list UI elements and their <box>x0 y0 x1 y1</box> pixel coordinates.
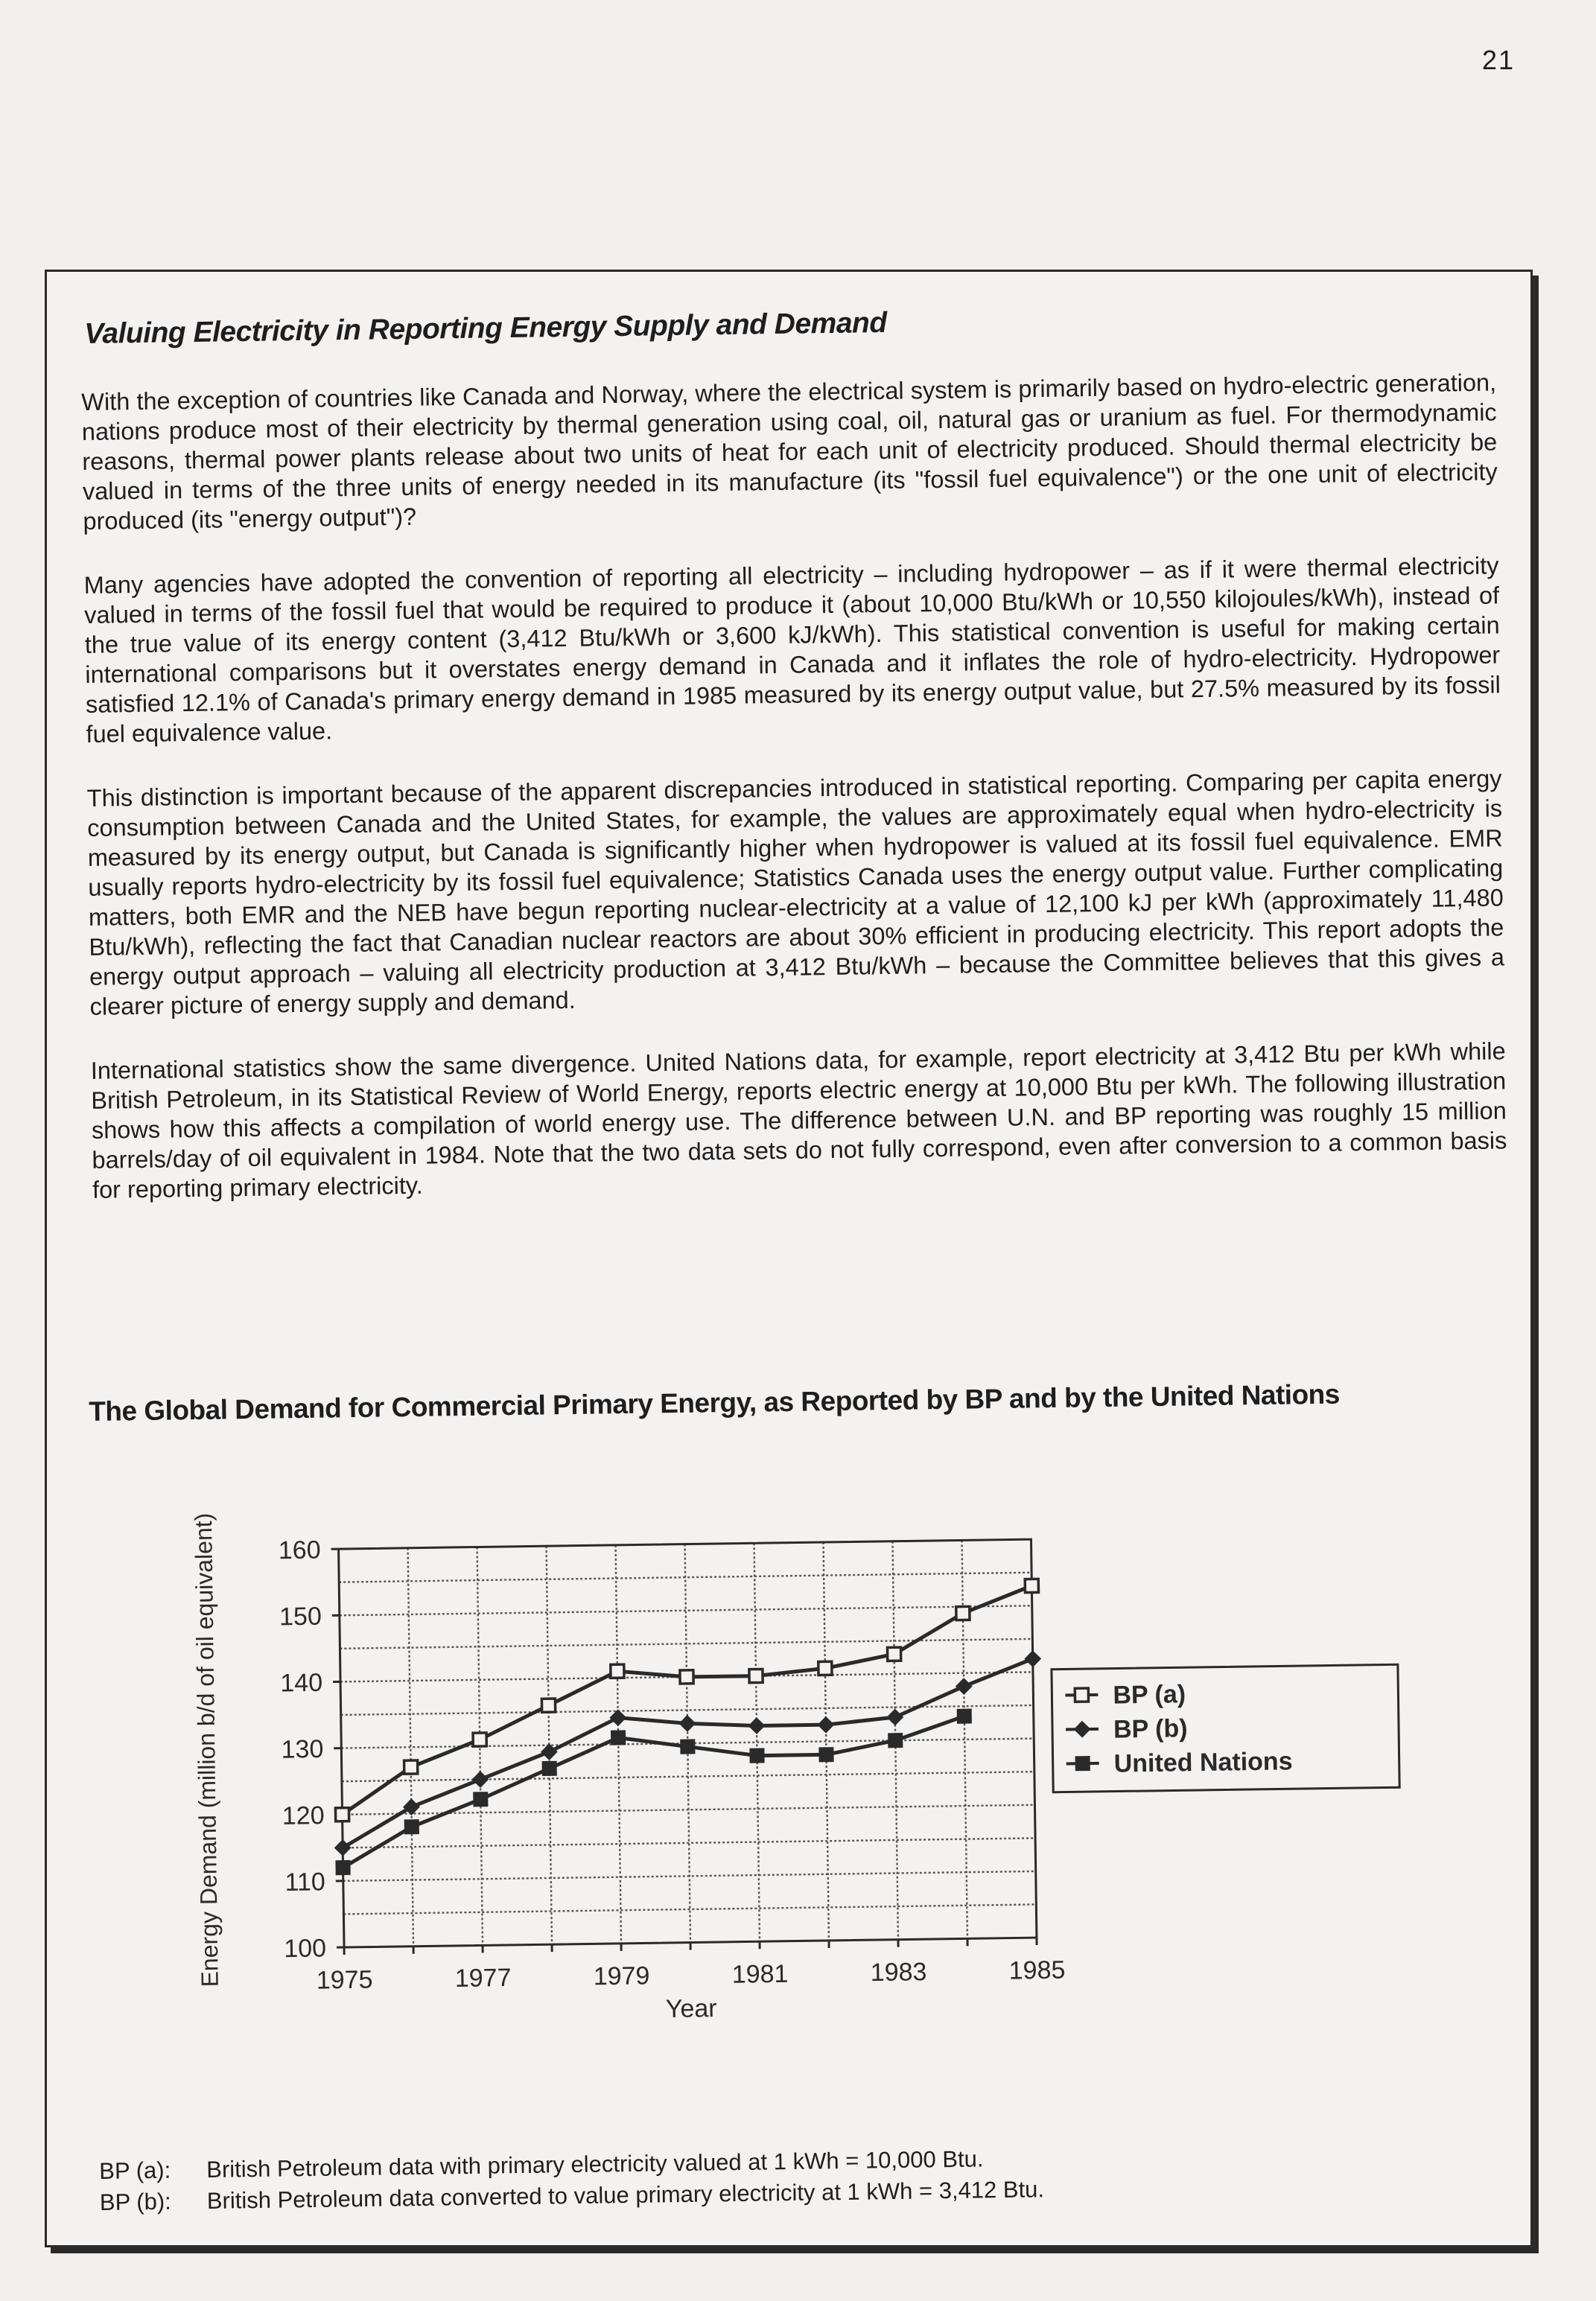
x-axis-label: Year <box>665 1994 717 2024</box>
data-point-bp-b <box>473 1772 488 1786</box>
y-tick-label: 140 <box>280 1668 323 1698</box>
chart-title: The Global Demand for Commercial Primary Energy, as Reported by BP and by the United Nations <box>89 1378 1341 1427</box>
note-text: British Petroleum data converted to value primary electricity at 1 kWh = 3,412 Btu. <box>206 2176 1045 2214</box>
x-tick-label: 1981 <box>731 1959 789 1989</box>
x-tick-label: 1979 <box>593 1961 650 1991</box>
paragraph-reporting-convention: Many agencies have adopted the convention of reporting all electricity – including hydropower – as if it were thermal electricity valued in terms of the fossil fuel that would be required to produce it (about 10,000 Btu/kWh or 10,550 kilojoules/kWh), instead of the true value of its energy content (3,412 Btu/kWh or 3,600 kJ/kWh). This statistical convention is useful for making certain international comparisons but it overstates energy demand in Canada and it inflates the role of hydro-electricity. Hydropower satisfied 12.1% of Canada's primary energy demand in 1985 measured by its energy output value, but 27.5% measured by its fossil fuel equivalence value. <box>83 552 1501 748</box>
data-point-united-nations <box>473 1792 488 1807</box>
data-point-bp-b <box>749 1718 764 1733</box>
paragraph-hydro-exception: With the exception of countries like Canada and Norway, where the electrical system is primarily based on hydro-electric generation, nations produce most of their electricity by thermal generation using coal, oil, natural gas or uranium as fuel. For thermodynamic reasons, thermal power plants release about two units of heat for each unit of electricity produced. Should thermal electricity be valued in terms of the three units of energy needed in its manufacture (its "fossil fuel equivalence") or the one unit of electricity produced (its "energy output")? <box>81 369 1498 535</box>
legend-marker-united-nations <box>1075 1756 1090 1771</box>
legend-label-bp-b: BP (b) <box>1113 1714 1188 1744</box>
box-body <box>81 367 1508 1238</box>
data-point-bp-b <box>1026 1651 1040 1666</box>
data-point-bp-b <box>680 1716 695 1731</box>
y-tick-label: 110 <box>284 1868 326 1897</box>
x-tick-label: 1983 <box>870 1958 927 1987</box>
data-point-united-nations <box>888 1733 903 1748</box>
data-point-united-nations <box>680 1739 695 1754</box>
x-tick-label: 1985 <box>1008 1955 1066 1985</box>
note-label: BP (b): <box>99 2188 172 2215</box>
data-point-united-nations <box>542 1761 557 1776</box>
data-point-united-nations <box>749 1748 764 1763</box>
data-point-bp-b <box>611 1710 626 1725</box>
data-point-bp-a <box>473 1733 486 1746</box>
data-point-bp-b <box>888 1710 903 1725</box>
data-point-united-nations <box>404 1819 419 1834</box>
y-tick-label: 160 <box>278 1535 321 1565</box>
data-point-bp-a <box>749 1669 763 1682</box>
data-point-bp-a <box>335 1808 349 1821</box>
data-point-bp-b <box>956 1678 971 1693</box>
data-point-bp-a <box>680 1670 693 1684</box>
data-point-bp-a <box>887 1647 900 1661</box>
info-box <box>45 270 1533 2247</box>
data-point-bp-a <box>611 1664 624 1678</box>
legend-marker-bp-a <box>1075 1688 1088 1702</box>
data-point-united-nations <box>957 1709 972 1724</box>
y-axis-label: Energy Demand (million b/d of oil equivalent) <box>189 1512 223 1987</box>
data-point-bp-a <box>404 1760 418 1774</box>
x-tick-label: 1975 <box>316 1965 373 1995</box>
y-tick-label: 100 <box>284 1934 327 1964</box>
data-point-united-nations <box>818 1747 833 1762</box>
chart-notes <box>99 2142 1044 2218</box>
data-point-bp-a <box>818 1661 832 1675</box>
line-chart <box>47 1433 1530 2044</box>
data-point-bp-a <box>541 1699 555 1712</box>
series-line-united-nations <box>341 1716 967 1868</box>
y-tick-label: 120 <box>282 1801 325 1830</box>
note-label: BP (a): <box>99 2157 171 2184</box>
y-tick-label: 150 <box>279 1602 322 1632</box>
paragraph-discrepancies: This distinction is important because of the apparent discrepancies introduced in statistical reporting. Comparing per capita energy consumption between Canada and the United States, for example, the values are approximately equal when hydro-electricity is measured by its energy output, but Canada is significantly higher when hydropower is valued at its fossil fuel equivalence. EMR usually reports hydro-electricity by its fossil fuel equivalence; Statistics Canada uses the energy output value. Further complicating matters, both EMR and the NEB have begun reporting nuclear-electricity at a value of 12,100 kJ per kWh (approximately 11,480 Btu/kWh), reflecting the fact that Canadian nuclear reactors are about 30% efficient in producing electricity. This report adopts the energy output approach – valuing all electricity production at 3,412 Btu/kWh – because the Committee believes that this gives a clearer picture of energy supply and demand. <box>86 765 1505 1020</box>
legend-label-bp-a: BP (a) <box>1113 1680 1186 1710</box>
box-title: Valuing Electricity in Reporting Energy Supply and Demand <box>84 306 887 350</box>
page-number: 21 <box>1482 45 1516 75</box>
note-text: British Petroleum data with primary electricity valued at 1 kWh = 10,000 Btu. <box>206 2145 984 2183</box>
data-point-bp-a <box>1025 1579 1038 1592</box>
legend-label-united-nations: United Nations <box>1113 1747 1293 1778</box>
chart-area <box>47 1433 1530 2044</box>
y-tick-label: 130 <box>281 1734 324 1764</box>
x-tick-label: 1977 <box>454 1963 512 1993</box>
data-point-united-nations <box>335 1860 350 1875</box>
data-point-united-nations <box>611 1730 626 1745</box>
paragraph-international: International statistics show the same divergence. United Nations data, for example, report electricity at 3,412 Btu per kWh while British Petroleum, in its Statistical Review of World Energy, reports electric energy at 10,000 Btu per kWh. The following illustration shows how this affects a compilation of world energy use. The difference between U.N. and BP reporting was roughly 15 million barrels/day of oil equivalent in 1984. Note that the two data sets do not fully correspond, even after conversion to a common basis for reporting primary electricity. <box>90 1037 1507 1203</box>
data-point-bp-b <box>541 1744 556 1759</box>
data-point-bp-b <box>818 1717 833 1732</box>
data-point-bp-a <box>956 1606 970 1620</box>
